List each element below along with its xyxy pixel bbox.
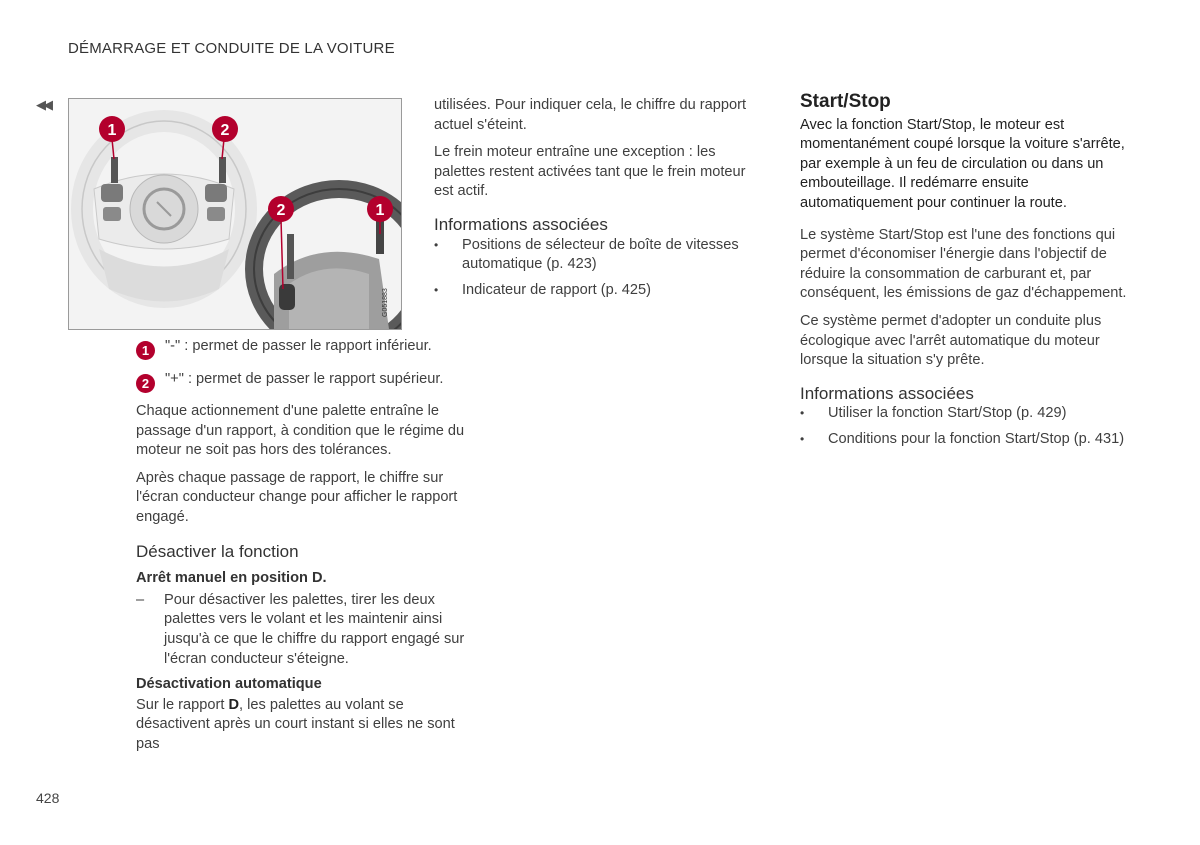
list-item[interactable]: • Positions de sélecteur de boîte de vitesses automatique (p. 423) <box>434 236 764 275</box>
figure-marker-2-right <box>268 196 294 222</box>
related-link[interactable]: Indicateur de rapport (p. 425) <box>462 281 652 298</box>
column-right <box>800 92 1140 456</box>
page-number: 428 <box>36 790 60 806</box>
related-info-list <box>434 236 764 301</box>
section-heading: Désactiver la fonction <box>136 541 299 561</box>
lead-paragraph: Avec la fonction Start/Stop, le moteur est momentanément coupé lorsque la voiture s'arrête, par exemple à un feu de circulation ou dans un embouteillage. Il redémarre ensuite automatiquement pour continuer la route. <box>800 116 1125 211</box>
steering-wheel-illustration <box>69 99 401 329</box>
dash-marker: – <box>136 591 145 608</box>
subsection-heading: Désactivation automatique <box>136 676 322 693</box>
instruction-text: Pour désactiver les palettes, tirer les deux palettes vers le volant et les maintenir ainsi jusqu'à ce que le chiffre du rapport engagé sur l'écran conducteur s'éteigne. <box>164 591 465 667</box>
callout-text: : permet de passer le rapport inférieur. <box>180 338 432 354</box>
related-info-list <box>800 404 1140 449</box>
callout-symbol: "-" <box>165 338 181 354</box>
callout-number: 2 <box>136 374 155 393</box>
svg-text:2: 2 <box>276 202 286 219</box>
svg-text:2: 2 <box>220 122 230 139</box>
callout-1 <box>136 337 468 360</box>
paragraph: Le frein moteur entraîne une exception : les palettes restent activées tant que le frein moteur est actif. <box>434 144 746 200</box>
list-item[interactable]: • Utiliser la fonction Start/Stop (p. 429) <box>800 404 1140 424</box>
subsection-heading: Arrêt manuel en position D. <box>136 570 327 587</box>
callout-number: 1 <box>136 341 155 360</box>
paragraph: Après chaque passage de rapport, le chiffre sur l'écran conducteur change pour afficher le rapport engagé. <box>136 469 458 525</box>
related-info-heading: Informations associées <box>434 214 608 234</box>
column-middle <box>434 96 764 306</box>
col1-body <box>136 402 468 763</box>
paragraph: Ce système permet d'adopter un conduite plus écologique avec l'arrêt automatique du moteur lorsque la situation s'y prête. <box>800 312 1102 369</box>
paragraph: Sur le rapport D, les palettes au volant se désactivent après un court instant si elles ne sont pas <box>136 696 455 752</box>
related-info-heading: Informations associées <box>800 383 974 403</box>
paragraph: Chaque actionnement d'une palette entraîne le passage d'un rapport, à condition que le régime du moteur ne soit pas hors des tolérances. <box>136 403 465 459</box>
paragraph: Le système Start/Stop est l'une des fonctions qui permet d'économiser l'énergie dans l'objectif de réduire la consommation de carburant et, par conséquent, les émissions de gaz d'échappement. <box>800 226 1127 302</box>
figure-marker-1-left <box>99 116 125 142</box>
related-link[interactable]: Conditions pour la fonction Start/Stop (p. 431) <box>828 430 1125 447</box>
figure-code: G051883 <box>382 288 389 317</box>
callout-text: : permet de passer le rapport supérieur. <box>183 371 444 387</box>
related-link[interactable]: Positions de sélecteur de boîte de vitesses automatique (p. 423) <box>462 236 739 273</box>
related-link[interactable]: Utiliser la fonction Start/Stop (p. 429) <box>828 405 1067 422</box>
list-item[interactable]: • Indicateur de rapport (p. 425) <box>434 281 764 301</box>
double-left-arrow-icon[interactable]: ◀◀ <box>36 97 50 112</box>
page-title: Start/Stop <box>800 91 891 112</box>
steering-wheel-figure <box>68 98 402 330</box>
instruction-step <box>136 591 468 669</box>
callout-symbol: "+" <box>165 371 184 387</box>
figure-marker-1-right <box>367 196 393 222</box>
svg-text:1: 1 <box>107 122 117 139</box>
callout-2 <box>136 370 468 393</box>
svg-text:1: 1 <box>375 202 385 219</box>
figure-marker-2-left <box>212 116 238 142</box>
list-item[interactable]: • Conditions pour la fonction Start/Stop (p. 431) <box>800 430 1140 450</box>
paragraph: utilisées. Pour indiquer cela, le chiffre du rapport actuel s'éteint. <box>434 97 747 133</box>
page-header: DÉMARRAGE ET CONDUITE DE LA VOITURE <box>68 40 395 57</box>
